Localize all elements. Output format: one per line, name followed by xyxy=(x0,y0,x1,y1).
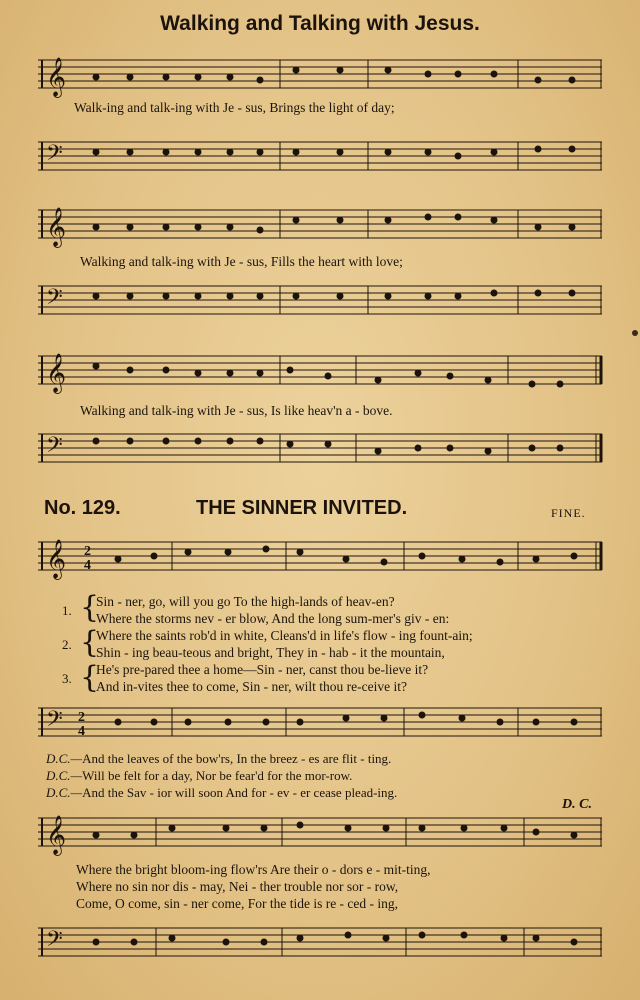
verse-number: 2. xyxy=(62,637,72,652)
hymn-title: THE SINNER INVITED. xyxy=(196,497,408,519)
music-staff-bass xyxy=(38,924,606,964)
verse-brace: { xyxy=(80,625,100,660)
dc-label: D.C.— xyxy=(46,751,83,766)
verse-line: Where the saints rob'd in white, Cleans'd in life's flow - ing fount-ain; xyxy=(96,628,473,643)
svg-text:𝄢: 𝄢 xyxy=(46,707,63,737)
refrain-line: Where no sin nor dis - may, Nei - ther trouble nor sor - row, xyxy=(76,879,399,894)
dc-mark: D. C. xyxy=(562,797,592,812)
verse-line: Sin - ner, go, will you go To the high-lands of heav-en? xyxy=(96,594,395,609)
svg-text:2: 2 xyxy=(84,544,91,559)
lyric-line: Walking and talk-ing with Je - sus, Is like heav'n a - bove. xyxy=(80,403,393,418)
music-staff-treble xyxy=(38,538,606,578)
refrain-line: Where the bright bloom-ing flow'rs Are their o - dors e - mit-ting, xyxy=(76,862,431,877)
refrain-line: Come, O come, sin - ner come, For the tide is re - ced - ing, xyxy=(76,896,399,911)
music-staff-bass xyxy=(38,138,606,178)
dc-label: D.C.— xyxy=(46,785,83,800)
dc-line xyxy=(46,768,352,784)
verse-brace: { xyxy=(80,660,100,695)
music-staff-treble xyxy=(38,206,606,246)
dc-line xyxy=(46,751,391,767)
verse-brace: { xyxy=(80,590,100,625)
music-staff-treble xyxy=(38,56,606,96)
svg-text:𝄞: 𝄞 xyxy=(46,57,67,97)
fine-mark: FINE. xyxy=(551,506,586,520)
svg-text:𝄞: 𝄞 xyxy=(46,539,67,579)
svg-text:2: 2 xyxy=(78,710,85,725)
svg-text:𝄢: 𝄢 xyxy=(46,141,63,171)
music-staff-treble xyxy=(38,814,606,854)
svg-text:4: 4 xyxy=(84,558,91,573)
verse-number: 3. xyxy=(62,671,72,686)
verse-number: 1. xyxy=(62,603,72,618)
dc-text: Will be felt for a day, Nor be fear'd for the mor-row. xyxy=(82,768,353,783)
verse-line: And in-vites thee to come, Sin - ner, wilt thou re-ceive it? xyxy=(96,679,407,694)
music-staff-bass xyxy=(38,430,606,470)
lyric-line: Walking and talk-ing with Je - sus, Fills the heart with love; xyxy=(80,254,403,269)
verse-line: He's pre-pared thee a home—Sin - ner, canst thou be-lieve it? xyxy=(96,662,429,677)
dc-line xyxy=(46,785,397,801)
hymn-title: Walking and Talking with Jesus. xyxy=(160,12,480,35)
svg-text:𝄢: 𝄢 xyxy=(46,285,63,315)
dc-text: And the leaves of the bow'rs, In the breez - es are flit - ting. xyxy=(82,751,392,766)
music-staff-treble xyxy=(38,352,606,392)
svg-text:4: 4 xyxy=(78,724,85,739)
lyric-line: Walk-ing and talk-ing with Je - sus, Brings the light of day; xyxy=(74,100,395,115)
svg-text:𝄞: 𝄞 xyxy=(46,353,67,393)
verse-line: Shin - ing beau-teous and bright, They in - hab - it the mountain, xyxy=(96,645,445,660)
page-speck xyxy=(632,330,638,336)
music-staff-bass xyxy=(38,704,606,744)
music-staff-bass xyxy=(38,282,606,322)
svg-text:𝄞: 𝄞 xyxy=(46,815,67,855)
dc-text: And the Sav - ior will soon And for - ev - er cease plead-ing. xyxy=(82,785,398,800)
dc-label: D.C.— xyxy=(46,768,83,783)
svg-text:𝄢: 𝄢 xyxy=(46,927,63,957)
hymn-number: No. 129. xyxy=(44,497,121,519)
svg-text:𝄢: 𝄢 xyxy=(46,433,63,463)
verse-line: Where the storms nev - er blow, And the long sum-mer's giv - en: xyxy=(96,611,450,626)
svg-text:𝄞: 𝄞 xyxy=(46,207,67,247)
